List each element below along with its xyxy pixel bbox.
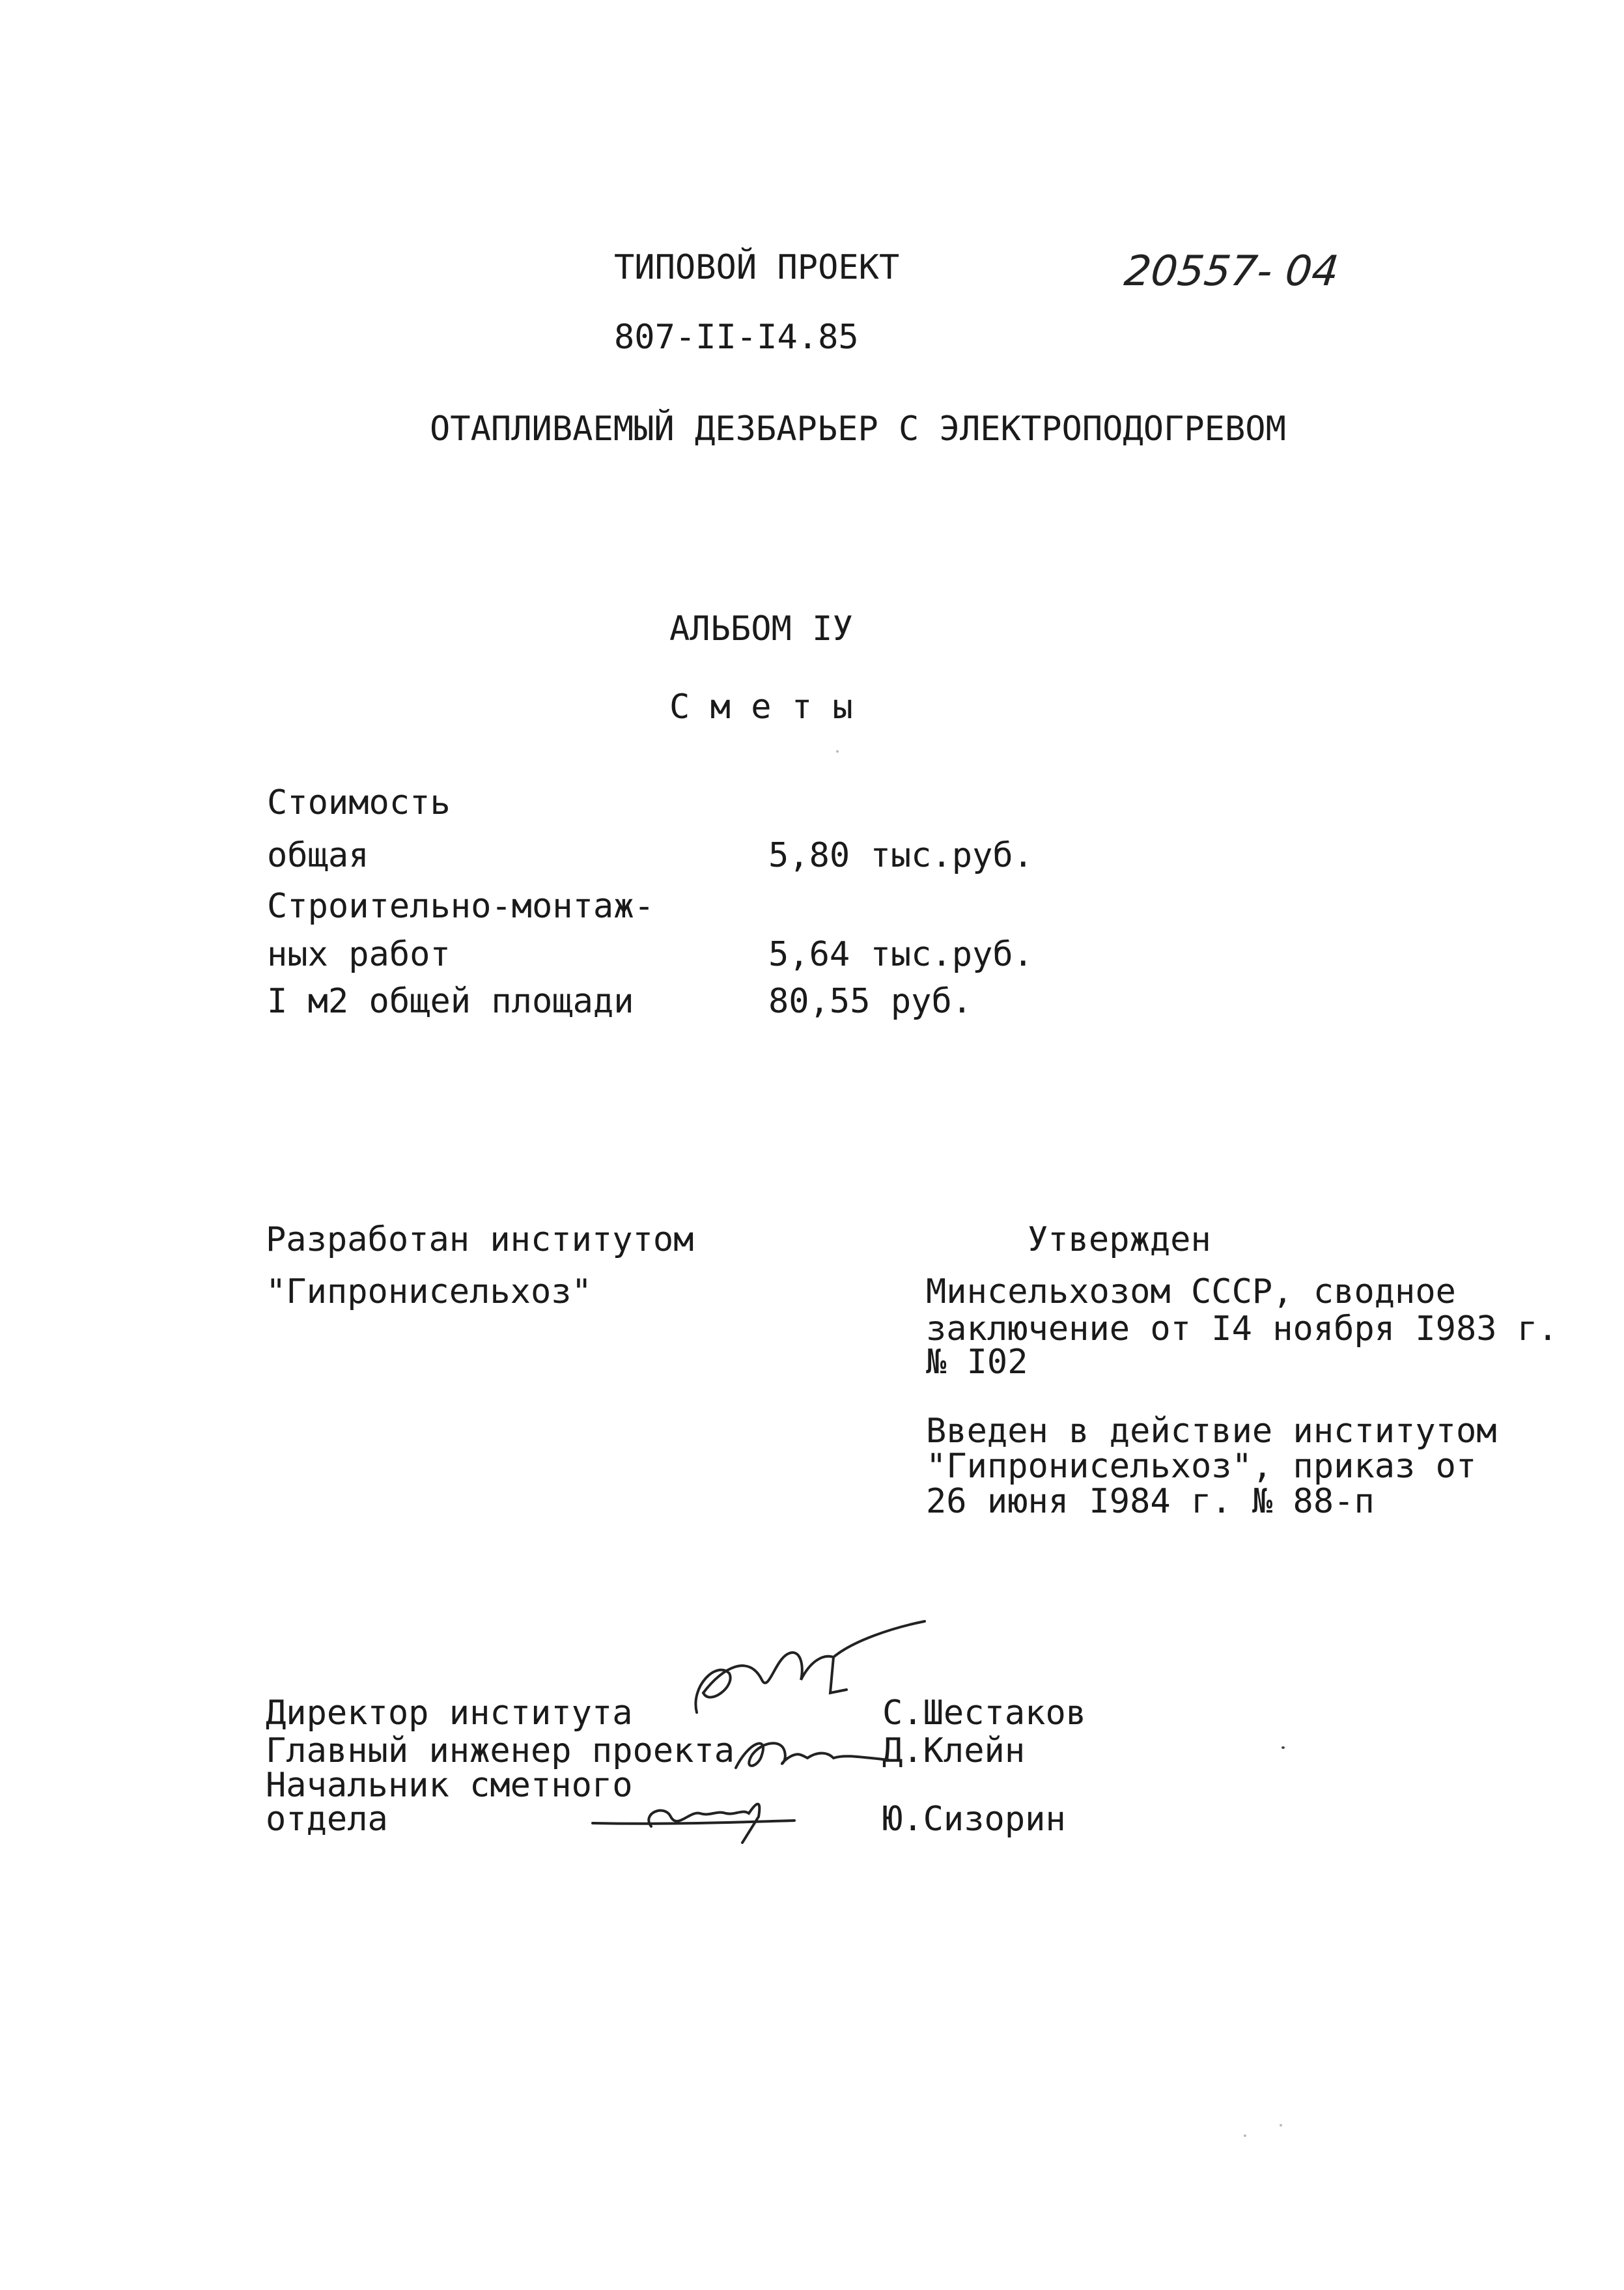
signatory-position: Главный инженер проекта xyxy=(266,1731,735,1770)
signatory-name: Д.Клейн xyxy=(882,1731,1026,1770)
developer-name: "Гипронисельхоз" xyxy=(266,1272,592,1311)
cost-row-label: ных работ xyxy=(267,935,451,974)
enactment-line: 26 июня I984 г. № 88-п xyxy=(926,1482,1375,1521)
album-number: АЛЬБОМ IУ xyxy=(669,609,853,649)
signatory-name: Ю.Сизорин xyxy=(882,1800,1066,1839)
cost-heading: Стоимость xyxy=(267,783,451,822)
approval-line: № I02 xyxy=(926,1343,1028,1382)
scan-speck xyxy=(1281,1746,1285,1749)
director-signature xyxy=(671,1615,944,1725)
section-title: С м е т ы xyxy=(669,688,853,727)
project-title: ТИПОВОЙ ПРОЕКТ xyxy=(614,248,900,287)
cost-row-label: Строительно-монтаж- xyxy=(267,887,654,926)
signatory-position: Начальник сметного xyxy=(266,1766,633,1805)
scan-speck xyxy=(836,750,839,753)
scan-speck xyxy=(1244,2134,1246,2137)
signatory-position: отдела xyxy=(266,1800,388,1839)
enactment-line: "Гипронисельхоз", приказ от xyxy=(926,1447,1477,1486)
developer-label: Разработан институтом xyxy=(266,1220,694,1259)
signatory-position: Директор института xyxy=(266,1694,633,1733)
cost-row-label: I м2 общей площади xyxy=(267,982,634,1021)
signatory-name: С.Шестаков xyxy=(882,1694,1087,1733)
cost-row-value: 5,80 тыс.руб. xyxy=(768,836,1033,875)
chief-engineer-signature xyxy=(723,1722,899,1781)
doc-number: 20557- 04 xyxy=(1122,247,1341,296)
enactment-line: Введен в действие институтом xyxy=(926,1412,1497,1451)
estimating-head-signature xyxy=(580,1778,827,1849)
approval-line: Минсельхозом СССР, сводное xyxy=(926,1272,1456,1311)
approval-heading: Утвержден xyxy=(1028,1220,1211,1259)
approval-line: заключение от I4 ноября I983 г. xyxy=(926,1309,1558,1348)
cost-row-value: 5,64 тыс.руб. xyxy=(768,935,1033,974)
cost-row-label: общая xyxy=(267,836,369,875)
document-subject: ОТАПЛИВАЕМЫЙ ДЕЗБАРЬЕР С ЭЛЕКТРОПОДОГРЕВОМ xyxy=(430,410,1286,449)
project-code: 807-II-I4.85 xyxy=(614,318,859,357)
scan-speck xyxy=(1280,2124,1282,2127)
cost-row-value: 80,55 руб. xyxy=(768,982,973,1021)
